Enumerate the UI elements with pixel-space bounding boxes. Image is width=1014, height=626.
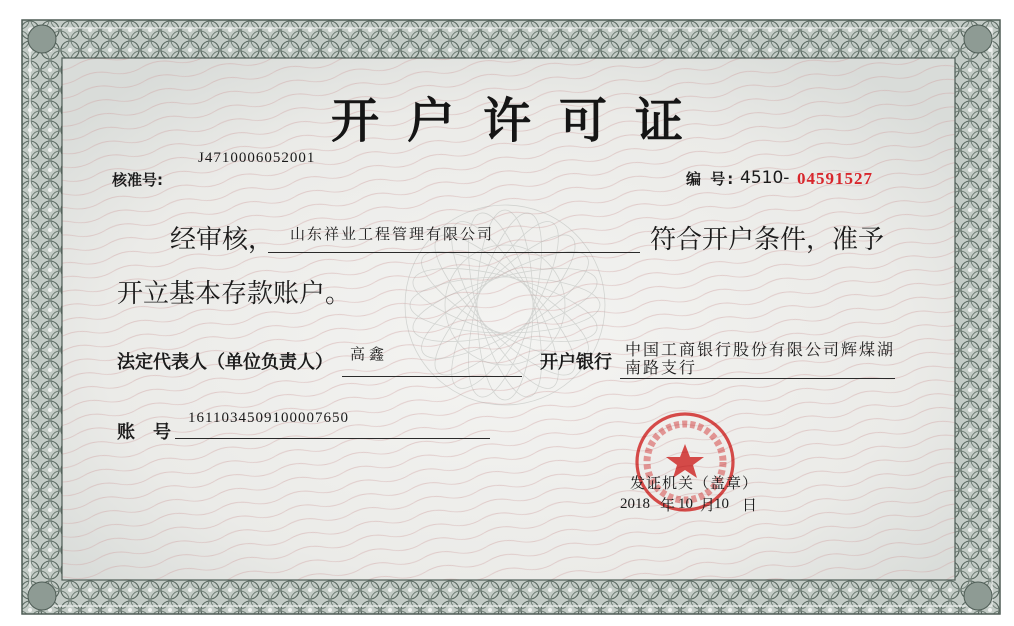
legal-representative-value: 高鑫 — [350, 345, 389, 363]
corner-ornament — [28, 582, 56, 610]
serial-number-label: 编 号: — [686, 170, 736, 188]
issuing-authority-label: 发证机关（盖章） — [630, 474, 759, 492]
opening-bank-value-line1: 中国工商银行股份有限公司辉煤湖 — [625, 340, 896, 359]
legal-representative-label: 法定代表人（单位负责人） — [117, 352, 333, 373]
account-number-label: 账 号 — [117, 422, 171, 443]
opening-bank-value-line2: 南路支行 — [625, 358, 698, 377]
approval-number-label: 核准号: — [112, 171, 163, 189]
seal-star-icon — [666, 444, 704, 478]
issue-month-unit: 月 — [700, 496, 716, 514]
statement-lead: 经审核， — [170, 225, 275, 255]
issue-day: 10 — [714, 496, 729, 512]
opening-bank-label: 开户银行 — [540, 352, 612, 373]
approval-number-value: J4710006052001 — [198, 150, 316, 166]
serial-number: 04591527 — [797, 169, 873, 188]
corner-ornament — [28, 25, 56, 53]
corner-ornament — [964, 25, 992, 53]
company-underline — [268, 252, 640, 253]
statement-conclusion: 开立基本存款账户。 — [117, 279, 352, 309]
corner-ornament — [964, 582, 992, 610]
certificate-title: 开户许可证 — [331, 93, 712, 149]
legal-representative-underline — [342, 376, 522, 377]
opening-bank-underline — [620, 378, 895, 379]
serial-number-prefix: 4510- — [740, 168, 790, 188]
issue-year-unit: 年 — [660, 496, 676, 514]
issue-day-unit: 日 — [742, 496, 758, 514]
account-number-value: 1611034509100007650 — [188, 410, 349, 426]
company-name: 山东祥业工程管理有限公司 — [290, 225, 495, 243]
account-number-underline — [175, 438, 490, 439]
statement-condition: 符合开户条件，准予 — [650, 225, 885, 255]
issue-year: 2018 — [620, 496, 650, 512]
issue-month: 10 — [678, 496, 693, 512]
